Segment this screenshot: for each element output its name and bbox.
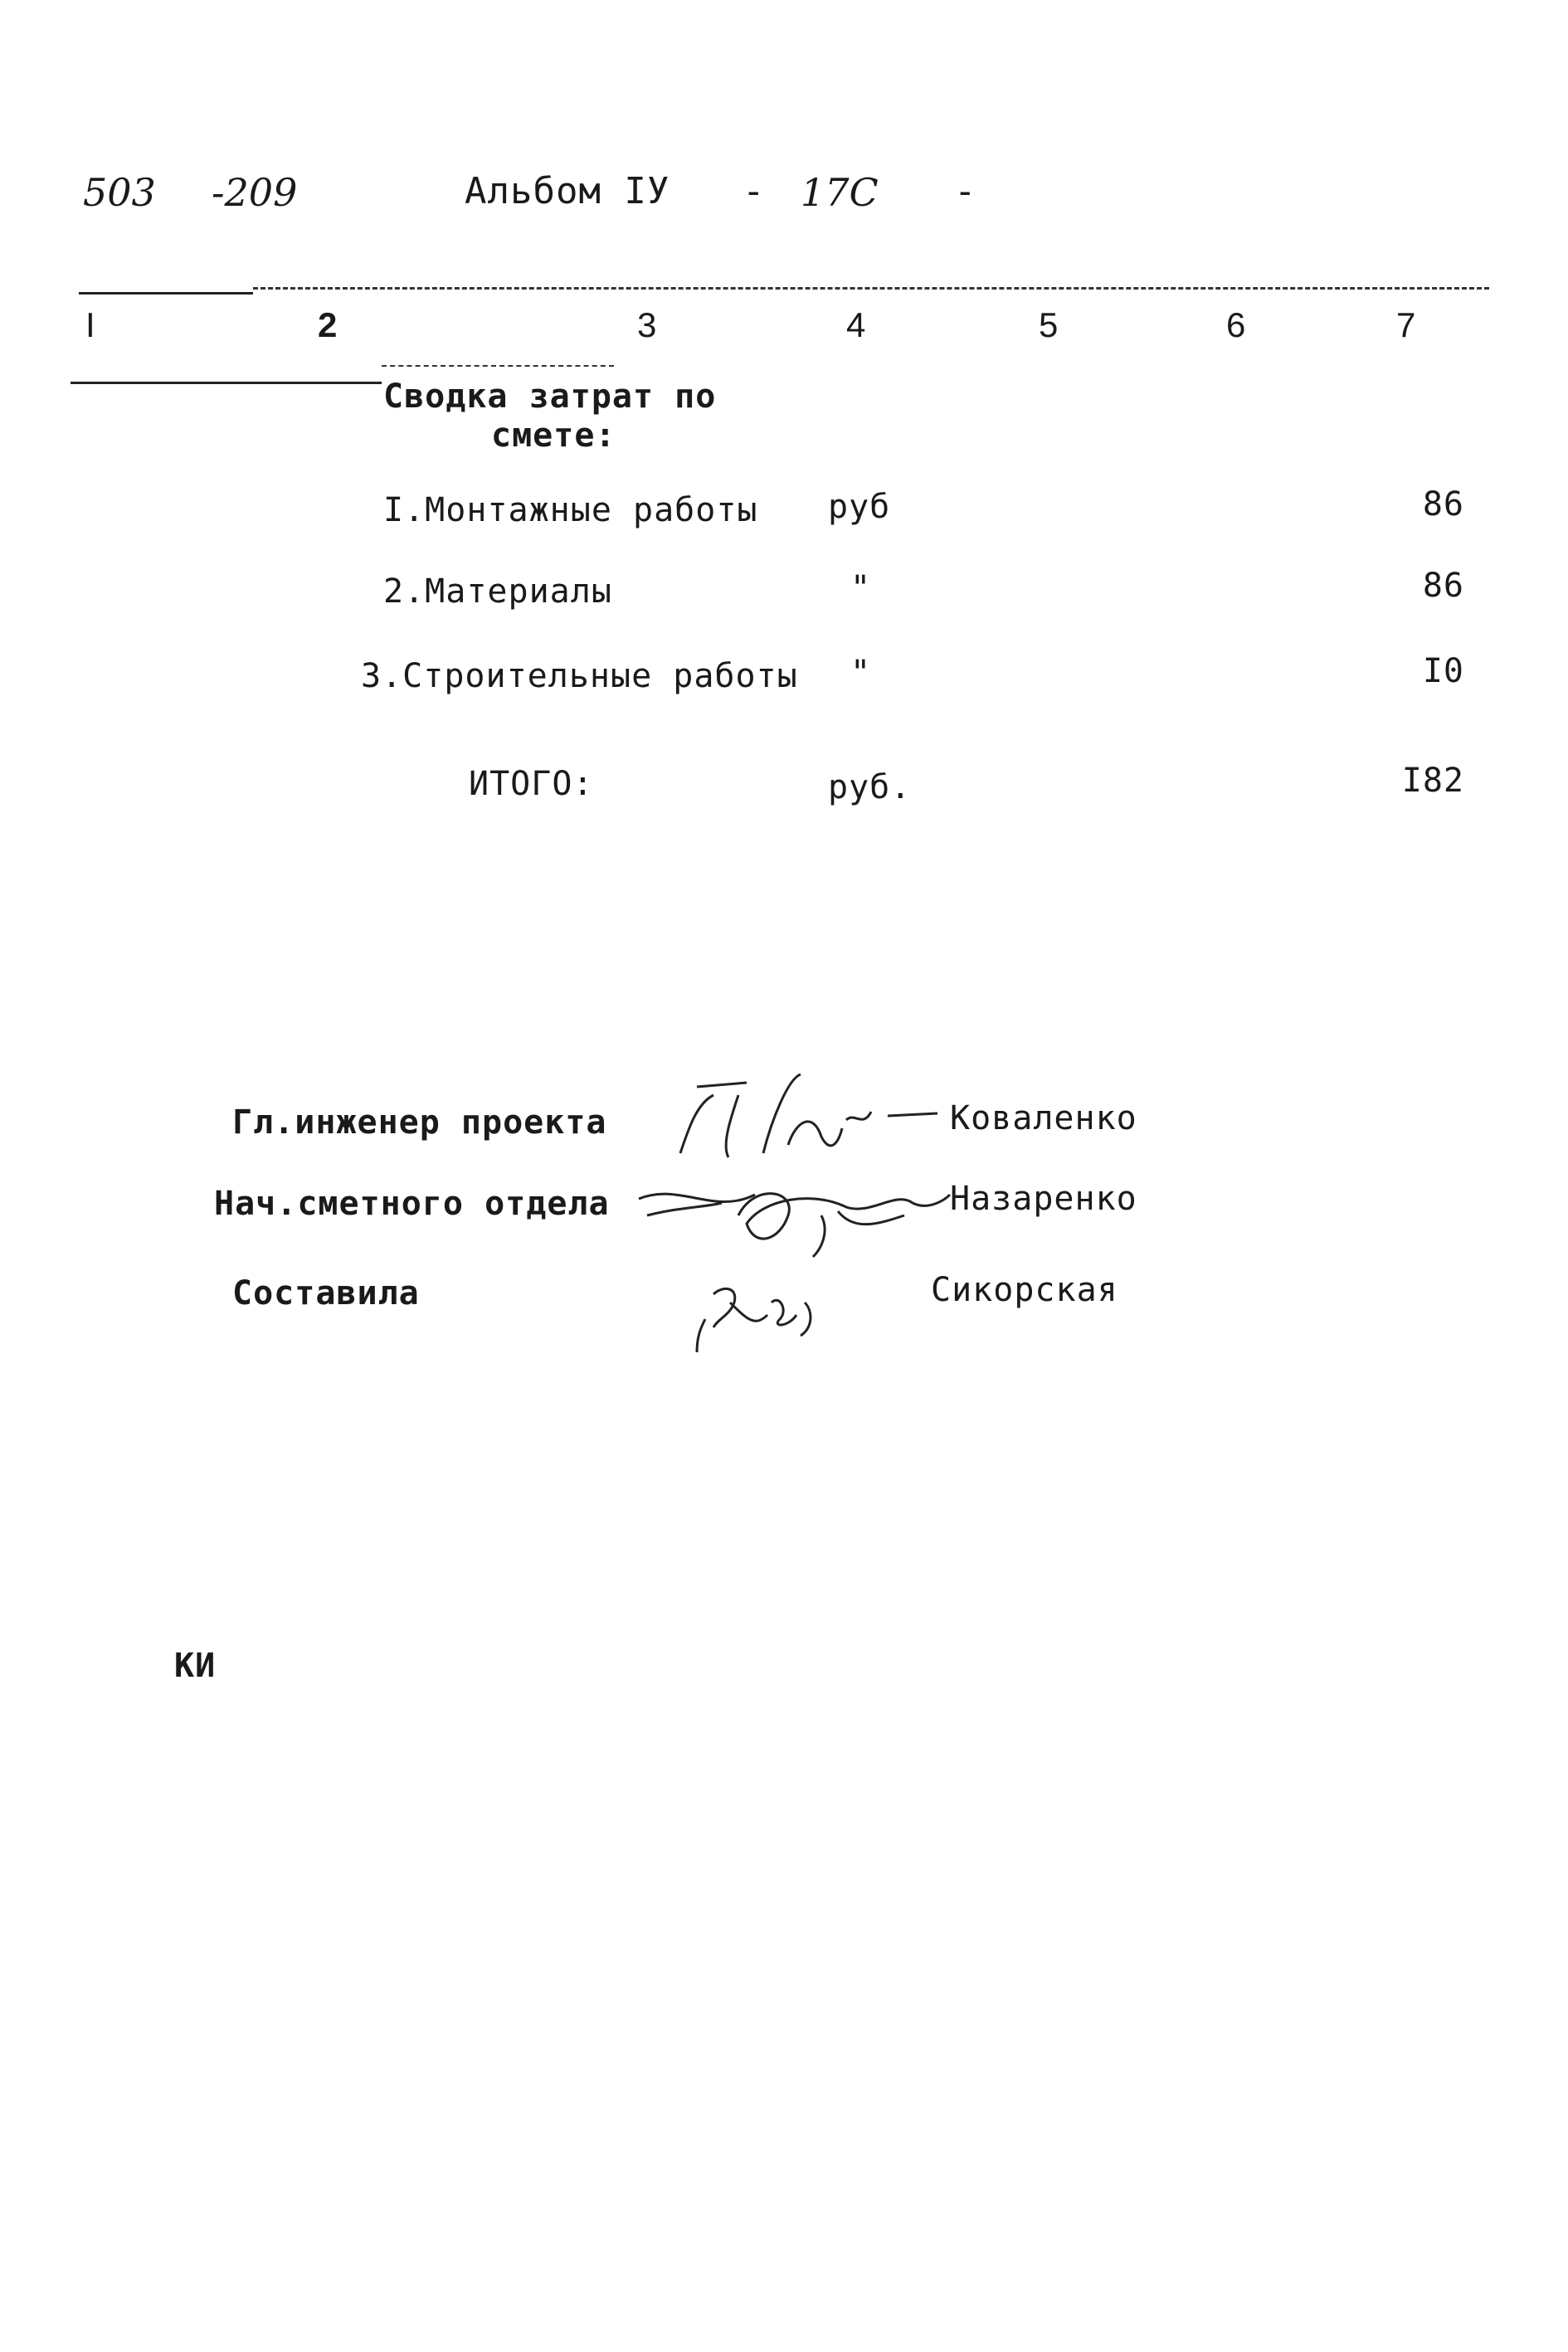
summary-title-line2: смете: (491, 416, 616, 455)
signature-name: Назаренко (950, 1180, 1137, 1218)
signature-scribble-icon (631, 1166, 954, 1265)
table-top-rule (79, 292, 253, 295)
summary-title: Сводка затрат по (383, 377, 717, 416)
column-number-4: 4 (846, 305, 866, 344)
column-number-5: 5 (1039, 305, 1059, 344)
signature-role: Гл.инженер проекта (232, 1103, 607, 1142)
summary-row-value: I0 (1422, 652, 1464, 690)
summary-row-value: 86 (1422, 567, 1464, 605)
signature-scribble-icon (664, 1062, 946, 1170)
footer-mark: КИ (174, 1647, 217, 1685)
summary-row-unit: " (850, 654, 872, 692)
signature-name: Коваленко (950, 1099, 1137, 1137)
signature-role: Составила (232, 1274, 420, 1312)
total-value: I82 (1401, 762, 1464, 800)
album-label: Альбом IУ (465, 170, 670, 212)
page-number: 17С (801, 170, 879, 215)
column-number-7: 7 (1396, 305, 1416, 344)
doc-code-2: -209 (212, 170, 298, 215)
doc-code-1: 503 (83, 170, 156, 215)
header-dash-1: - (743, 170, 766, 212)
column-number-2: 2 (318, 305, 338, 344)
column-number-3: 3 (637, 305, 657, 344)
summary-row-label: 2.Материалы (383, 572, 612, 611)
table-top-rule-dashed (253, 287, 1489, 290)
signature-name: Сикорская (931, 1271, 1118, 1309)
table-header-bottom-rule (71, 382, 382, 384)
summary-row-label: 3.Строительные работы (361, 657, 798, 695)
signature-scribble-icon (689, 1269, 855, 1361)
column-number-1: I (85, 305, 95, 344)
summary-row-label: I.Монтажные работы (383, 491, 758, 529)
total-label: ИТОГО: (469, 765, 594, 803)
header-dash-2: - (954, 170, 977, 212)
column-number-6: 6 (1226, 305, 1246, 344)
table-header-bottom-rule-dashed (382, 365, 614, 367)
summary-row-value: 86 (1422, 485, 1464, 523)
summary-row-unit: руб (828, 488, 891, 526)
total-unit: руб. (828, 768, 912, 806)
summary-row-unit: " (850, 569, 872, 607)
signature-role: Нач.сметного отдела (214, 1185, 610, 1223)
